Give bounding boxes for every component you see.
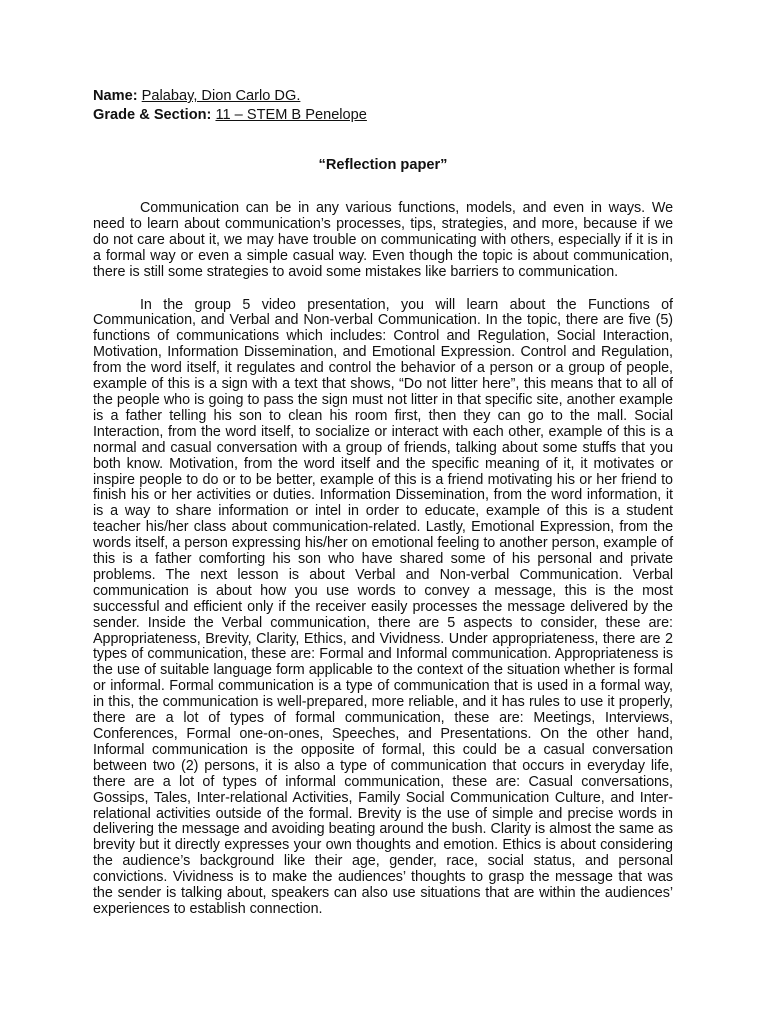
name-label: Name: [93,88,138,104]
paragraph-intro: Communication can be in any various functions, models, and even in ways. We need to learn about communication’s processes, tips, strategies, and more, because if we do not care about it, we may have trouble on communicating with others, especially if it is in a formal way or even a simple casual way. Even though the topic is about communication, there is still some strategies to avoid some mistakes like barriers to communication. [93,200,673,280]
document-page [93,87,673,918]
grade-section-value: 11 – STEM B Penelope [215,107,367,123]
name-line [93,87,673,106]
document-title: “Reflection paper” [318,157,448,173]
paragraph-body: In the group 5 video presentation, you will learn about the Functions of Communication, and Verbal and Non-verbal Communication. In the topic, there are five (5) functions of communications which includes: Control and Regulation, Social Interaction, Motivation, Information Dissemination, and Emotional Expression. Control and Regulation, from the word itself, it regulates and control the behavior of a person or a group of people, example of this is a sign with a text that shows, “Do not litter here”, this means that to all of the people who is going to pass the sign must not litter in that specific site, another example is a father telling his son to clean his room first, then they can go to the mall. Social Interaction, from the word itself, to socialize or interact with each other, example of this is a normal and casual conversation with a group of friends, talking about some stuffs that you both know. Motivation, from the word itself and the specific meaning of it, it motivates or inspire people to do or to be better, example of this is a friend motivating his or her friend to finish his or her activities or duties. Information Dissemination, from the word information, it is a way to share information or intel in order to educate, example of this is a student teacher his/her class about communication-related. Lastly, Emotional Expression, from the words itself, a person expressing his/her on emotional feeling to another person, example of this is a father comforting his son who have shared some of his personal and private problems. The next lesson is about Verbal and Non-verbal Communication. Verbal communication is about how you use words to convey a message, this is the most successful and efficient only if the receiver easily processes the message delivered by the sender. Inside the Verbal communication, there are 5 aspects to consider, these are: Appropriateness, Brevity, Clarity, Ethics, and Vividness. Under appropriateness, there are 2 types of communication, these are: Formal and Informal communication. Appropriateness is the use of suitable language form applicable to the context of the situation whether is formal or informal. Formal communication is a type of communication that is used in a formal way, in this, the communication is well-prepared, more reliable, and it has rules to use it properly, there are a lot of types of formal communication, these are: Meetings, Interviews, Conferences, Formal one-on-ones, Speeches, and Presentations. On the other hand, Informal communication is the opposite of formal, this could be a casual conversation between two (2) persons, it is also a type of communication that occurs in everyday life, there are a lot of types of informal communication, these are: Casual conversations, Gossips, Tales, Inter-relational Activities, Family Social Communication Culture, and Inter-relational activities outside of the formal. Brevity is the use of simple and precise words in delivering the message and avoiding beating around the bush. Clarity is almost the same as brevity but it directly expresses your own thoughts and emotion. Ethics is about considering the audience’s background like their age, gender, race, social status, and personal convictions. Vividness is to make the audiences’ thoughts to grasp the message that was the sender is talking about, speakers can also use situations that are within the audiences’ experiences to establish connection. [93,296,673,917]
grade-section-label: Grade & Section: [93,107,212,123]
grade-section-line [93,106,673,125]
name-value: Palabay, Dion Carlo DG. [141,88,301,104]
